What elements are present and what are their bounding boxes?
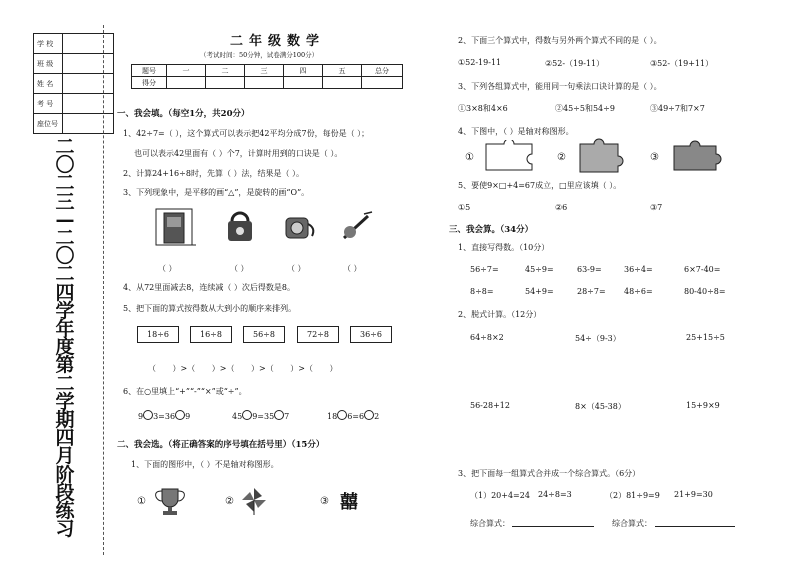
pinwheel-image [238, 486, 270, 516]
given-expression: 21+9=30 [674, 490, 713, 499]
q3-answer[interactable]: （ ） [230, 264, 249, 273]
option-label[interactable]: ② [225, 496, 234, 507]
option[interactable]: ③49÷7和7×7 [650, 104, 705, 113]
info-field[interactable] [63, 94, 114, 114]
score-table [131, 64, 403, 89]
score-header: 二 [206, 65, 245, 77]
padlock-key-image [222, 207, 258, 245]
option[interactable]: ②6 [555, 203, 568, 212]
sec2-q1-text: 1、下面的图形中，（ ）不是轴对称图形。 [131, 460, 279, 469]
part-2-title: 2、脱式计算。（12分） [458, 310, 542, 319]
score-cell[interactable] [167, 77, 206, 89]
elevator-image [152, 205, 198, 249]
q4-text: 4、从72里面减去8，连续减（ ）次后得数是8。 [123, 283, 295, 292]
step-calc: 54÷（9-3） [575, 334, 621, 343]
step-calc: 64÷8×2 [470, 333, 504, 342]
oral-calc: 8÷8= [470, 287, 494, 296]
score-header: 一 [167, 65, 206, 77]
q3-text: 3、下列现象中，是平移的画“△”，是旋转的画“O”。 [123, 188, 310, 197]
operator-blank[interactable] [175, 410, 185, 420]
score-header: 题号 [132, 65, 167, 77]
score-header: 总分 [362, 65, 403, 77]
student-info-table [33, 33, 114, 134]
info-label: 班 级 [34, 54, 63, 74]
option[interactable]: ①3×8和4×6 [458, 104, 508, 113]
score-cell[interactable] [323, 77, 362, 89]
info-label: 座位号 [34, 114, 63, 134]
option[interactable]: ②52-（19-11） [545, 59, 605, 68]
vertical-exam-title: 二〇二三—二〇二四学年度第二学期四月阶段练习 [55, 136, 75, 541]
q6-text: 6、在○里填上“+”“-”“×”或“÷”。 [123, 387, 247, 396]
q3-answer[interactable]: （ ） [158, 264, 177, 273]
q2-text: 2、计算24+16÷8时，先算（ ）法，结果是（ ）。 [123, 169, 305, 178]
q3-answer[interactable]: （ ） [343, 264, 362, 273]
option-label[interactable]: ③ [320, 496, 329, 507]
option[interactable]: ①5 [458, 203, 471, 212]
step-calc: 56-28+12 [470, 401, 510, 410]
operator-blank[interactable] [242, 410, 252, 420]
oral-calc: 48÷6= [624, 287, 653, 296]
puzzle-piece-2-image [572, 136, 628, 176]
score-row-label: 得分 [132, 77, 167, 89]
expression-box: 18÷6 [137, 326, 179, 343]
binding-line [103, 25, 104, 555]
section-1-title: 一、我会填。（每空1分，共20分） [117, 109, 250, 119]
combined-answer-line[interactable] [512, 526, 594, 527]
oral-calc: 45÷9= [525, 265, 554, 274]
info-label: 姓 名 [34, 74, 63, 94]
option[interactable]: ②45÷5和54÷9 [555, 104, 615, 113]
q5-order-blanks[interactable]: （ ）>（ ）>（ ）>（ ）>（ ） [148, 364, 338, 373]
r-q3-text: 3、下列各组算式中，能用同一句乘法口诀计算的是（ ）。 [458, 82, 662, 91]
score-cell[interactable] [245, 77, 284, 89]
score-header: 三 [245, 65, 284, 77]
puzzle-piece-1-image [482, 140, 538, 172]
operator-blank[interactable] [364, 410, 374, 420]
page-title: 二年级数学 [230, 34, 326, 49]
screwdriver-hand-image [338, 208, 378, 244]
puzzle-piece-3-image [668, 140, 724, 172]
info-label: 学 校 [34, 34, 63, 54]
option-label[interactable]: ② [557, 152, 566, 163]
q1-line1: 1、42÷7=（ ），这个算式可以表示把42平均分成7份，每份是（ ）； [123, 129, 370, 138]
operator-blank[interactable] [337, 410, 347, 420]
info-field[interactable] [63, 54, 114, 74]
section-2-title: 二、我会选。（将正确答案的序号填在括号里）（15分） [117, 440, 325, 450]
expression-box: 56÷8 [243, 326, 285, 343]
given-expression: 24÷8=3 [538, 490, 572, 499]
given-expression: （1）20+4=24 [470, 491, 530, 500]
oral-calc: 63-9= [577, 265, 602, 274]
q5-text: 5、把下面的算式按得数从大到小的顺序来排列。 [123, 304, 297, 313]
score-header: 四 [284, 65, 323, 77]
score-cell[interactable] [284, 77, 323, 89]
option-label[interactable]: ① [137, 496, 146, 507]
given-expression: （2）81÷9=9 [605, 491, 660, 500]
section-3-title: 三、我会算。（34分） [449, 225, 534, 235]
double-happiness-glyph: 囍 [340, 492, 358, 513]
info-field[interactable] [63, 34, 114, 54]
step-calc: 8×（45-38） [575, 402, 626, 411]
score-header: 五 [323, 65, 362, 77]
option-label[interactable]: ③ [650, 152, 659, 163]
operator-blank[interactable] [143, 410, 153, 420]
q6-item: 45 9=35 7 [232, 412, 290, 421]
q6-item: 18 6=6 2 [327, 412, 380, 421]
combined-label: 综合算式： [612, 519, 652, 528]
expression-box: 16÷8 [190, 326, 232, 343]
part-3-title: 3、把下面每一组算式合并成一个综合算式。（6分） [458, 469, 641, 478]
option[interactable]: ③7 [650, 203, 663, 212]
score-cell[interactable] [206, 77, 245, 89]
expression-box: 36÷6 [350, 326, 392, 343]
q3-answer[interactable]: （ ） [287, 264, 306, 273]
combined-label: 综合算式： [470, 519, 510, 528]
option[interactable]: ①52-19-11 [458, 58, 502, 67]
r-q5-text: 5、要使9×□+4=67成立，□里应该填（ ）。 [458, 181, 622, 190]
page-subtitle: （考试时间：50分钟，试卷满分100分） [200, 51, 319, 59]
r-q2-text: 2、下面三个算式中，得数与另外两个算式不同的是（ ）。 [458, 36, 662, 45]
step-calc: 25+15÷5 [686, 333, 725, 342]
option-label[interactable]: ① [465, 152, 474, 163]
r-q4-text: 4、下图中，（ ）是轴对称图形。 [458, 127, 574, 136]
oral-calc: 56÷7= [470, 265, 499, 274]
oral-calc: 36÷4= [624, 265, 653, 274]
option[interactable]: ③52-（19+11） [650, 59, 714, 68]
pencil-sharpener-image [280, 208, 318, 244]
info-field[interactable] [63, 114, 114, 134]
q1-line2: 也可以表示42里面有（ ）个7，计算时用到的口诀是（ ）。 [134, 149, 343, 158]
operator-blank[interactable] [274, 410, 284, 420]
part-1-title: 1、直接写得数。（10分） [458, 243, 550, 252]
oral-calc: 28÷7= [577, 287, 606, 296]
trophy-image [150, 485, 190, 517]
q6-item: 9 3=36 9 [138, 412, 191, 421]
score-cell[interactable] [362, 77, 403, 89]
combined-answer-line[interactable] [655, 526, 735, 527]
info-label: 考 号 [34, 94, 63, 114]
info-field[interactable] [63, 74, 114, 94]
oral-calc: 6×7-40= [684, 265, 721, 274]
expression-box: 72÷8 [297, 326, 339, 343]
oral-calc: 54+9= [525, 287, 554, 296]
step-calc: 15+9×9 [686, 401, 720, 410]
oral-calc: 80-40÷8= [684, 287, 726, 296]
